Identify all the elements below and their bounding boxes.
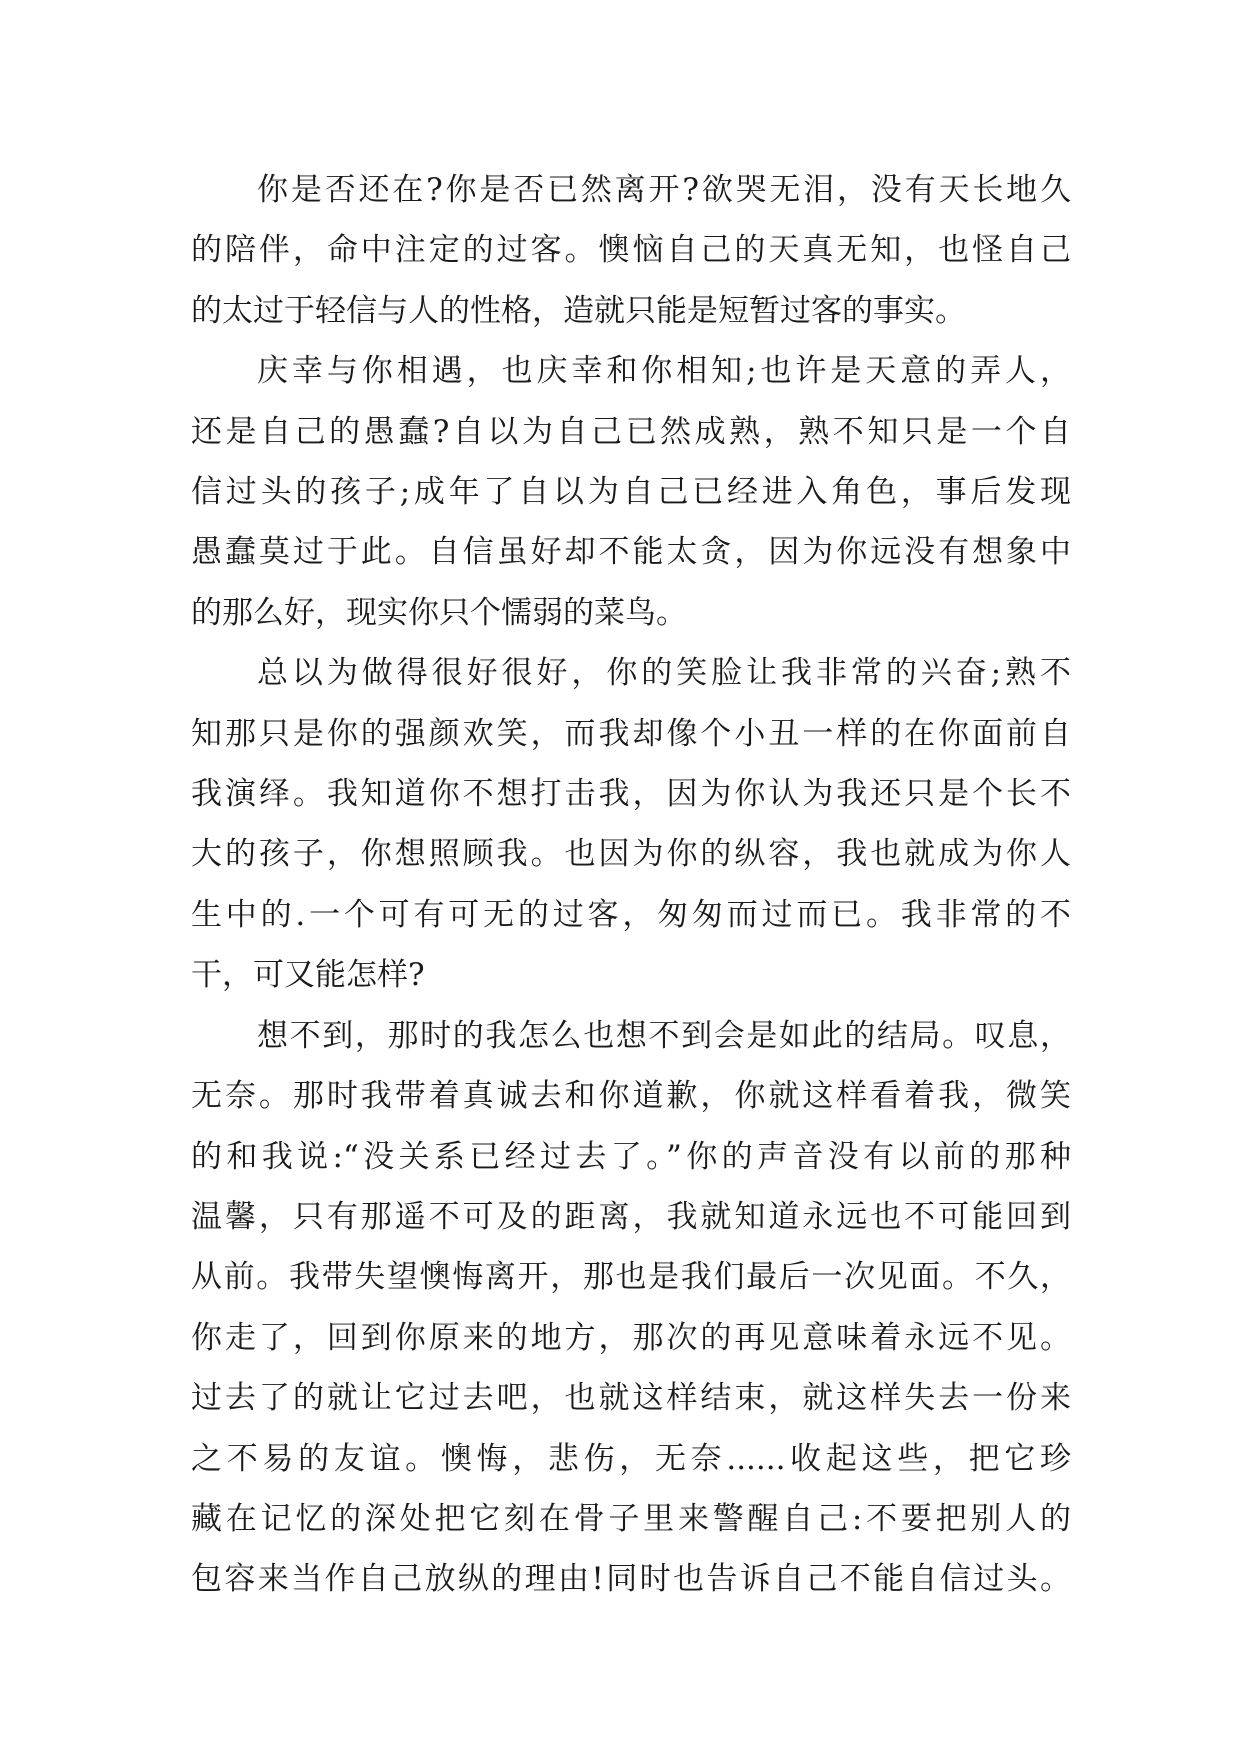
text-line: 你是否还在?你是否已然离开?欲哭无泪，没有天长地久 bbox=[257, 172, 1071, 208]
text-line: 信过头的孩子;成年了自以为自己已经进入角色，事后发现 bbox=[191, 474, 1071, 511]
text-line: 知那只是你的强颜欢笑，而我却像个小丑一样的在你面前自 bbox=[191, 715, 1071, 752]
text-line: 温馨，只有那遥不可及的距离，我就知道永远也不可能回到 bbox=[191, 1198, 1071, 1235]
paragraph-2 bbox=[191, 341, 1071, 643]
text-line: 从前。我带失望懊悔离开，那也是我们最后一次见面。不久， bbox=[191, 1259, 1071, 1296]
text-line: 无奈。那时我带着真诚去和你道歉，你就这样看着我，微笑 bbox=[191, 1078, 1071, 1115]
text-line: 大的孩子，你想照顾我。也因为你的纵容，我也就成为你人 bbox=[191, 836, 1071, 873]
text-line: 生中的.一个可有可无的过客，匆匆而过而已。我非常的不 bbox=[191, 896, 1071, 933]
text-line: 的和我说:“没关系已经过去了。”你的声音没有以前的那种 bbox=[191, 1138, 1071, 1175]
text-line: 的陪伴，命中注定的过客。懊恼自己的天真无知，也怪自己 bbox=[191, 232, 1071, 269]
paragraph-3 bbox=[191, 643, 1071, 1005]
text-line: 想不到，那时的我怎么也想不到会是如此的结局。叹息， bbox=[257, 1017, 1071, 1054]
text-line: 之不易的友谊。懊悔，悲伤，无奈......收起这些，把它珍 bbox=[191, 1440, 1071, 1477]
text-line: 过去了的就让它过去吧，也就这样结束，就这样失去一份来 bbox=[191, 1380, 1071, 1417]
text-line: 你走了，回到你原来的地方，那次的再见意味着永远不见。 bbox=[191, 1319, 1071, 1356]
paragraph-4 bbox=[191, 1006, 1071, 1610]
text-line: 还是自己的愚蠢?自以为自己已然成熟，熟不知只是一个自 bbox=[191, 413, 1071, 450]
text-line: 我演绎。我知道你不想打击我，因为你认为我还只是个长不 bbox=[191, 776, 1071, 813]
text-line: 的那么好，现实你只个懦弱的菜鸟。 bbox=[191, 594, 687, 631]
paragraph-1 bbox=[191, 160, 1071, 341]
text-line: 干，可又能怎样? bbox=[191, 957, 425, 994]
text-line: 藏在记忆的深处把它刻在骨子里来警醒自己:不要把别人的 bbox=[191, 1500, 1071, 1537]
text-line: 的太过于轻信与人的性格，造就只能是短暂过客的事实。 bbox=[191, 292, 966, 329]
article-body bbox=[191, 160, 1071, 1610]
text-line: 愚蠢莫过于此。自信虽好却不能太贪，因为你远没有想象中 bbox=[191, 534, 1071, 571]
text-line: 庆幸与你相遇，也庆幸和你相知;也许是天意的弄人， bbox=[257, 353, 1071, 390]
text-line: 包容来当作自己放纵的理由!同时也告诉自己不能自信过头。 bbox=[191, 1561, 1071, 1598]
text-line: 总以为做得很好很好，你的笑脸让我非常的兴奋;熟不 bbox=[257, 655, 1071, 692]
